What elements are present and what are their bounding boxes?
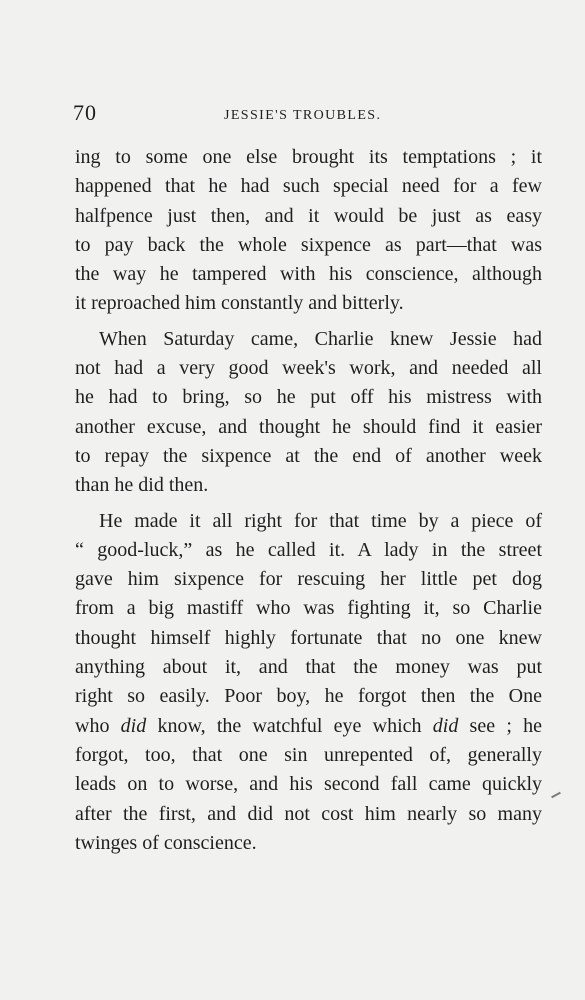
text-line: anything about it, and that the money was put xyxy=(75,656,542,679)
text-line: ing to some one else brought its temptations ; it xyxy=(75,146,542,168)
italic-emphasis: did xyxy=(432,714,459,737)
text-line: he had to bring, so he put off his mistress with xyxy=(75,386,542,409)
text-line: leads on to worse, and his second fall came quickly xyxy=(75,773,542,796)
text-line: from a big mastiff who was fighting it, so Charlie xyxy=(75,597,542,620)
page-number: 70 xyxy=(73,100,97,125)
text-line: than he did then. xyxy=(75,474,209,497)
body-text xyxy=(75,143,542,858)
text-line: another excuse, and thought he should find it easier xyxy=(75,415,542,438)
text-line: who did know, the watchful eye which did see ; he xyxy=(75,714,542,737)
text-line: When Saturday came, Charlie knew Jessie had xyxy=(99,327,542,350)
page-header xyxy=(0,100,585,134)
text-line: forgot, too, that one sin unrepented of, generally xyxy=(75,743,542,766)
text-line: thought himself highly fortunate that no one knew xyxy=(75,626,542,649)
text-line: after the first, and did not cost him nearly so many xyxy=(75,802,542,825)
italic-emphasis: did xyxy=(120,714,147,737)
text-line: to pay back the whole sixpence as part—that was xyxy=(75,233,542,256)
margin-pencil-mark xyxy=(551,792,561,798)
text-line: gave him sixpence for rescuing her little pet dog xyxy=(75,568,542,591)
running-title: JESSIE'S TROUBLES. xyxy=(224,108,382,123)
text-line: right so easily. Poor boy, he forgot then the One xyxy=(75,685,542,708)
text-line: it reproached him constantly and bitterly. xyxy=(75,292,404,315)
text-line: not had a very good week's work, and needed all xyxy=(75,357,542,380)
text-line: He made it all right for that time by a piece of xyxy=(99,509,542,532)
text-line: to repay the sixpence at the end of another week xyxy=(75,444,542,467)
text-line: the way he tampered with his conscience, although xyxy=(75,263,542,286)
text-line: twinges of conscience. xyxy=(75,831,257,854)
text-line: halfpence just then, and it would be just as easy xyxy=(75,204,542,227)
text-line: happened that he had such special need for a few xyxy=(75,175,542,198)
text-line: “ good-luck,” as he called it. A lady in the street xyxy=(75,538,542,561)
